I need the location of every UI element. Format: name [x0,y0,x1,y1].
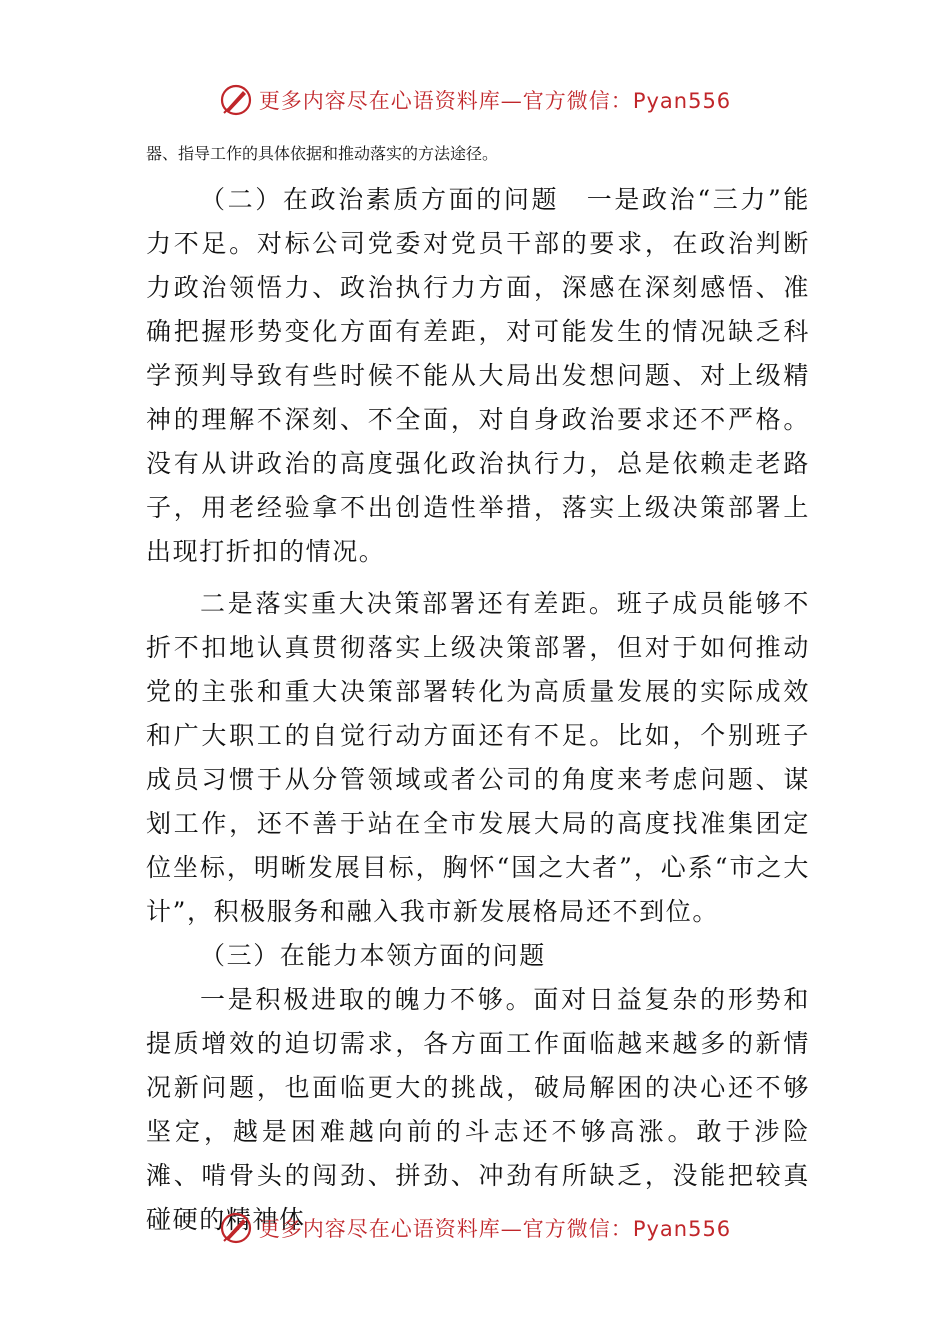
carryover-line: 器、指导工作的具体依据和推动落实的方法途径。 [146,144,499,163]
paragraph-political-quality: （二）在政治素质方面的问题 一是政治“三力”能力不足。对标公司党委对党员干部的要求，在政治判断力政治领悟力、政治执行力方面，深感在深刻感悟、准确把握形势变化方面有差距，对可能发生的情况缺乏科学预判导致有些时候不能从大局出发想问题、对上级精神的理解不深刻、不全面，对自身政治要求还不严格。没有从讲政治的高度强化政治执行力，总是依赖走老路子，用老经验拿不出创造性举措，落实上级决策部署上出现打折扣的情况。 [146,185,810,566]
pen-logo-icon [219,1211,253,1245]
header-watermark-text: 更多内容尽在心语资料库—官方微信：Pyan556 [258,89,732,113]
footer-watermark-banner [0,1208,950,1248]
pen-logo-icon [219,83,253,117]
section-heading-ability: （三）在能力本领方面的问题 [200,941,546,970]
paragraph-decision-implementation: 二是落实重大决策部署还有差距。班子成员能够不折不扣地认真贯彻落实上级决策部署，但对于如何推动党的主张和重大决策部署转化为高质量发展的实际成效和广大职工的自觉行动方面还有不足。比如，个别班子成员习惯于从分管领域或者公司的角度来考虑问题、谋划工作，还不善于站在全市发展大局的高度找准集团定位坐标，明晰发展目标，胸怀“国之大者”，心系“市之大计”，积极服务和融入我市新发展格局还不到位。 [146,589,810,926]
header-watermark-banner [0,80,950,120]
paragraph-enterprising-spirit: 一是积极进取的魄力不够。面对日益复杂的形势和提质增效的迫切需求，各方面工作面临越来越多的新情况新问题，也面临更大的挑战，破局解困的决心还不够坚定，越是困难越向前的斗志还不够高涨。敢于涉险滩、啃骨头的闯劲、拼劲、冲劲有所缺乏，没能把较真碰硬的精神体 [146,985,810,1234]
footer-watermark-text: 更多内容尽在心语资料库—官方微信：Pyan556 [258,1217,732,1241]
document-body [146,138,810,1242]
